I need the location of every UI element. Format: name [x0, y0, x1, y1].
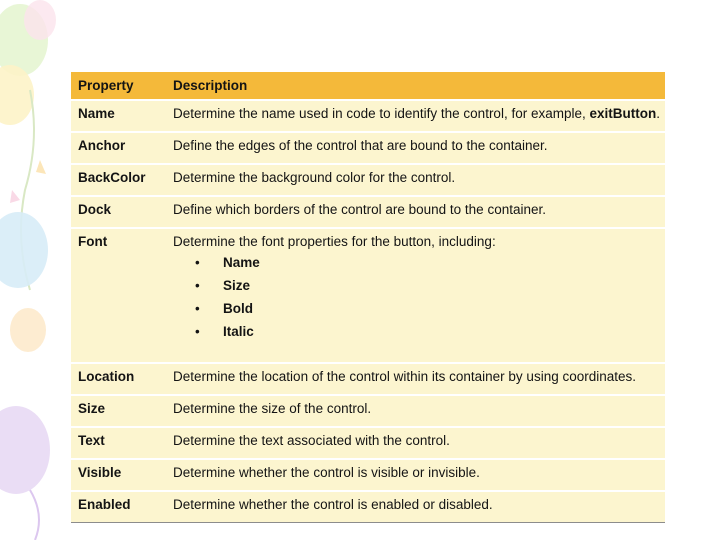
property-cell: Name [71, 100, 165, 132]
description-cell: Define the edges of the control that are bound to the container. [165, 132, 665, 164]
bullet-icon: • [195, 255, 200, 270]
description-cell: Determine the text associated with the control. [165, 427, 665, 459]
description-cell: Determine the size of the control. [165, 395, 665, 427]
table-row [71, 164, 665, 196]
property-cell: Enabled [71, 491, 165, 523]
list-item [173, 324, 665, 347]
balloon-decoration [0, 0, 80, 540]
list-item [173, 301, 665, 324]
table-row [71, 132, 665, 164]
table-row [71, 427, 665, 459]
font-bullet-list [173, 255, 665, 347]
property-cell: BackColor [71, 164, 165, 196]
description-text: Determine the font properties for the button, including: [173, 234, 496, 249]
property-cell: Location [71, 363, 165, 395]
property-cell: Text [71, 427, 165, 459]
table-row [71, 363, 665, 395]
bullet-icon: • [195, 278, 200, 293]
table-row [71, 491, 665, 523]
table-header-row [71, 72, 665, 100]
table-row [71, 228, 665, 363]
description-cell: Define which borders of the control are bound to the container. [165, 196, 665, 228]
bullet-icon: • [195, 301, 200, 316]
bullet-text: Name [223, 255, 260, 270]
property-cell: Anchor [71, 132, 165, 164]
property-cell: Visible [71, 459, 165, 491]
header-description: Description [165, 72, 665, 100]
list-item [173, 278, 665, 301]
property-cell: Font [71, 228, 165, 363]
property-cell: Size [71, 395, 165, 427]
bullet-text: Bold [223, 301, 253, 316]
table-row [71, 100, 665, 132]
example-term: exitButton [589, 106, 657, 121]
description-cell: Determine whether the control is enabled or disabled. [165, 491, 665, 523]
bullet-icon: • [195, 324, 200, 339]
header-property: Property [71, 72, 165, 100]
bullet-text: Italic [223, 324, 254, 339]
description-cell [165, 228, 665, 363]
table-row [71, 395, 665, 427]
list-item [173, 255, 665, 278]
bullet-text: Size [223, 278, 251, 293]
table-row [71, 196, 665, 228]
property-cell: Dock [71, 196, 165, 228]
description-suffix: . [656, 106, 660, 121]
description-text: Determine the name used in code to identify the control, for example, [173, 106, 590, 121]
description-cell: Determine the background color for the control. [165, 164, 665, 196]
properties-table [71, 72, 665, 523]
description-cell: Determine the location of the control within its container by using coordinates. [165, 363, 665, 395]
table-row [71, 459, 665, 491]
description-cell: Determine whether the control is visible or invisible. [165, 459, 665, 491]
description-cell [165, 100, 665, 132]
